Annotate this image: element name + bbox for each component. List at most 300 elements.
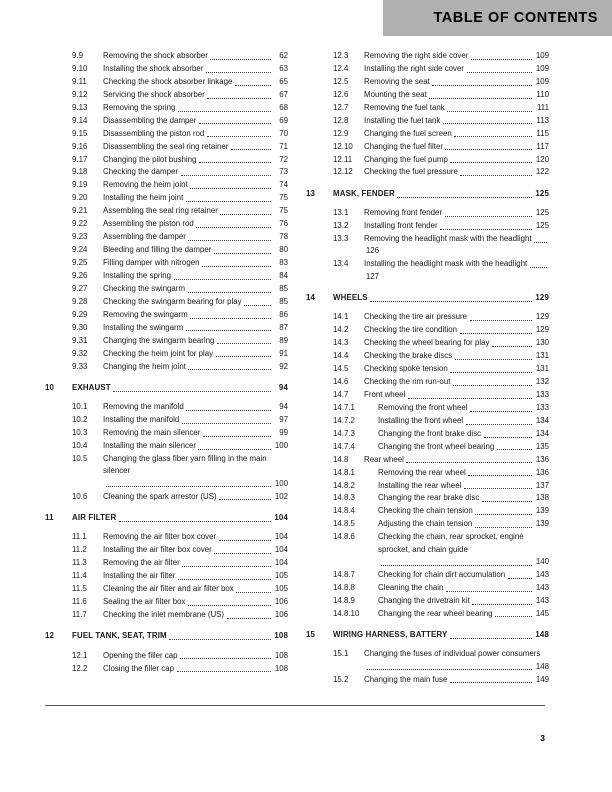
toc-entry[interactable] — [45, 63, 288, 75]
entry-title: Installing the swingarm — [103, 322, 184, 332]
entry-title: Front wheel — [364, 389, 406, 399]
entry-body — [103, 50, 288, 62]
toc-entry[interactable] — [306, 595, 549, 607]
entry-number: 11.2 — [72, 545, 87, 555]
entry-body — [364, 128, 549, 140]
entry-body — [103, 128, 288, 140]
entry-body — [103, 440, 288, 452]
entry-title: Mounting the seat — [364, 89, 427, 99]
entry-body — [378, 480, 549, 492]
toc-entry[interactable] — [306, 220, 549, 232]
toc-entry[interactable] — [306, 76, 549, 88]
toc-entry[interactable] — [306, 350, 549, 362]
entry-number: 15.2 — [333, 674, 349, 684]
entry-page-number: 148 — [535, 630, 549, 640]
entry-page-number: 75 — [279, 206, 288, 216]
entry-page-number: 85 — [279, 296, 288, 306]
toc-entry[interactable] — [45, 335, 288, 347]
toc-entry[interactable] — [45, 596, 288, 608]
toc-entry[interactable] — [306, 102, 549, 114]
entry-title: WIRING HARNESS, BATTERY — [333, 630, 448, 640]
entry-title: Installing the manifold — [103, 415, 180, 425]
toc-entry[interactable] — [306, 428, 549, 440]
entry-number: 9.19 — [72, 180, 88, 190]
toc-entry[interactable] — [45, 270, 288, 282]
entry-title: Changing the fuel screen — [364, 128, 452, 138]
toc-entry[interactable] — [306, 50, 549, 62]
entry-number: 9.25 — [72, 258, 88, 267]
entry-page-number: 80 — [279, 245, 288, 255]
entry-page-number: 143 — [535, 569, 549, 579]
dot-leader — [236, 592, 270, 593]
entry-page-number: 136 — [535, 467, 549, 477]
toc-chapter-entry[interactable] — [306, 188, 549, 200]
toc-entry[interactable] — [45, 570, 288, 582]
dot-leader — [455, 359, 532, 360]
entry-body — [103, 309, 288, 321]
entry-title: Opening the filler cap — [103, 650, 178, 660]
entry-number: 14.8.6 — [333, 532, 355, 542]
entry-body — [103, 257, 288, 269]
entry-number: 10.4 — [72, 441, 88, 450]
entry-title: Checking the chain, rear sprocket, engine sprocket, and chain guide — [378, 532, 524, 554]
entry-number: 14.8.9 — [333, 595, 355, 605]
toc-entry[interactable] — [306, 648, 549, 673]
entry-page-number: 74 — [279, 180, 288, 190]
entry-body — [364, 166, 549, 178]
entry-page-number: 115 — [536, 128, 549, 138]
entry-page-number: 94 — [279, 402, 288, 412]
entry-body — [378, 595, 549, 607]
toc-entry[interactable] — [306, 531, 549, 568]
entry-title: Checking the swingarm bearing for play — [103, 296, 242, 306]
toc-entry[interactable] — [306, 141, 549, 153]
dot-leader — [397, 197, 531, 198]
entry-number: 9.20 — [72, 193, 88, 203]
dot-leader — [217, 343, 271, 344]
toc-entry[interactable] — [306, 518, 549, 530]
entry-title: Checking the rim run-out — [364, 377, 451, 386]
entry-page-number: 76 — [279, 219, 288, 229]
dot-leader — [178, 579, 271, 580]
entry-page-number: 83 — [279, 258, 288, 267]
entry-title: Removing the headlight mask with the headlight — [364, 234, 532, 243]
toc-entry[interactable] — [45, 231, 288, 243]
entry-number: 9.17 — [72, 154, 88, 164]
entry-title: Changing the front wheel bearing — [378, 441, 495, 451]
toc-entry[interactable] — [306, 402, 549, 414]
entry-number: 14.8.1 — [333, 467, 355, 477]
entry-body — [103, 63, 288, 75]
entry-title: Installing the spring — [103, 270, 171, 280]
dot-leader — [460, 175, 531, 176]
entry-body — [103, 296, 288, 308]
entry-page-number: 132 — [535, 377, 549, 386]
dot-leader — [445, 216, 532, 217]
toc-entry[interactable] — [45, 192, 288, 204]
toc-entry[interactable] — [306, 467, 549, 479]
entry-number: 12.4 — [333, 63, 349, 73]
entry-page-number: 73 — [279, 167, 288, 177]
dot-leader — [188, 605, 271, 606]
entry-page-number: 117 — [536, 141, 549, 151]
entry-title: Removing front fender — [364, 208, 443, 218]
toc-entry[interactable] — [45, 50, 288, 62]
dot-leader — [450, 682, 532, 683]
dot-leader — [470, 320, 532, 321]
toc-entry[interactable] — [45, 102, 288, 114]
entry-title: Installing the headlight mask with the headlight — [364, 259, 528, 269]
dot-leader — [367, 669, 532, 670]
entry-body — [364, 233, 549, 258]
entry-page-number: 85 — [279, 283, 288, 293]
toc-entry[interactable] — [306, 311, 549, 323]
toc-entry[interactable] — [45, 115, 288, 127]
entry-body — [364, 207, 549, 219]
toc-entry[interactable] — [306, 166, 549, 178]
dot-leader — [508, 578, 532, 579]
dot-leader — [198, 449, 270, 450]
toc-entry[interactable] — [306, 674, 549, 686]
entry-number: 12.12 — [333, 167, 353, 177]
entry-title: Disassembling the damper — [103, 115, 197, 125]
entry-number: 9.14 — [72, 115, 88, 125]
dot-leader — [190, 318, 270, 319]
entry-body — [364, 220, 549, 232]
toc-entry[interactable] — [45, 309, 288, 321]
entry-number: 9.21 — [72, 206, 88, 216]
toc-entry[interactable] — [45, 427, 288, 439]
entry-number: 14.7.4 — [333, 441, 355, 451]
dot-leader — [440, 229, 531, 230]
dot-leader — [450, 162, 531, 163]
entry-page-number: 99 — [279, 428, 288, 438]
entry-number: 12.11 — [333, 154, 353, 164]
page-number: 3 — [540, 733, 545, 743]
toc-entry[interactable] — [45, 166, 288, 178]
entry-body — [378, 428, 549, 440]
dot-leader — [214, 553, 270, 554]
toc-entry[interactable] — [306, 324, 549, 336]
toc-entry[interactable] — [45, 609, 288, 621]
entry-page-number: 138 — [535, 493, 549, 503]
entry-body — [364, 154, 549, 166]
toc-entry[interactable] — [306, 128, 549, 140]
dot-leader — [119, 521, 271, 522]
entry-number: 14.7.2 — [333, 415, 355, 425]
entry-number: 14.2 — [333, 325, 349, 335]
entry-number: 10.6 — [72, 491, 88, 501]
entry-body — [333, 629, 549, 641]
entry-number: 9.13 — [72, 102, 88, 112]
entry-number: 11.6 — [72, 596, 87, 606]
entry-page-number: 136 — [535, 454, 549, 464]
entry-title: Removing the fuel tank — [364, 102, 445, 112]
toc-entry[interactable] — [306, 569, 549, 581]
entry-title: Changing the heim joint — [103, 361, 186, 371]
dot-leader — [199, 123, 271, 124]
toc-entry[interactable] — [45, 283, 288, 295]
entry-number: 14.3 — [333, 338, 349, 348]
entry-number: 9.30 — [72, 322, 88, 332]
entry-number: 12.7 — [333, 102, 349, 112]
entry-title: Changing the glass fiber yarn filling in the main silencer — [103, 453, 267, 476]
entry-body — [103, 663, 288, 675]
entry-page-number: 106 — [274, 609, 288, 619]
toc-entry[interactable] — [306, 415, 549, 427]
entry-page-number: 135 — [535, 441, 549, 451]
entry-page-number: 143 — [535, 595, 549, 605]
entry-page-number: 120 — [535, 154, 549, 164]
entry-number: 11 — [45, 512, 54, 522]
entry-body — [364, 337, 549, 349]
toc-content — [45, 50, 567, 687]
entry-body — [364, 350, 549, 362]
entry-page-number: 65 — [279, 76, 288, 86]
toc-entry[interactable] — [45, 491, 288, 503]
entry-page-number: 131 — [535, 351, 549, 361]
entry-body — [364, 258, 549, 283]
entry-body — [103, 218, 288, 230]
toc-entry[interactable] — [45, 583, 288, 595]
toc-entry[interactable] — [306, 480, 549, 492]
entry-page-number: 134 — [535, 428, 549, 438]
entry-number: 13.2 — [333, 221, 349, 231]
entry-body — [103, 427, 288, 439]
entry-number: 15 — [306, 630, 316, 640]
toc-entry[interactable] — [45, 179, 288, 191]
toc-entry[interactable] — [306, 115, 549, 127]
dot-leader — [188, 369, 270, 370]
entry-body — [378, 505, 549, 517]
entry-body — [72, 630, 288, 642]
entry-body — [364, 76, 549, 88]
entry-number: 14 — [306, 292, 316, 302]
toc-entry[interactable] — [45, 453, 288, 490]
entry-page-number: 110 — [536, 89, 549, 99]
dot-leader — [199, 162, 271, 163]
dot-leader — [188, 292, 271, 293]
dot-leader — [534, 242, 546, 243]
entry-title: Checking for chain dirt accumulation — [378, 569, 506, 579]
dot-leader — [470, 411, 532, 412]
entry-number: 9.31 — [72, 335, 88, 345]
entry-body — [364, 102, 549, 114]
entry-body — [103, 76, 288, 88]
entry-title: Changing the drivetrain kit — [378, 595, 470, 605]
entry-page-number: 148 — [535, 661, 549, 671]
toc-entry[interactable] — [45, 218, 288, 230]
toc-entry[interactable] — [45, 128, 288, 140]
toc-chapter-entry[interactable] — [45, 512, 288, 524]
toc-entry[interactable] — [306, 441, 549, 453]
dot-leader — [446, 591, 532, 592]
entry-title: Removing the front wheel — [378, 402, 468, 412]
entry-number: 10.2 — [72, 415, 88, 425]
entry-page-number: 87 — [279, 322, 288, 332]
toc-entry[interactable] — [45, 663, 288, 675]
entry-number: 13.3 — [333, 234, 349, 243]
dot-leader — [227, 618, 271, 619]
toc-entry[interactable] — [306, 582, 549, 594]
entry-number: 9.28 — [72, 296, 88, 306]
entry-body — [364, 454, 549, 466]
toc-entry[interactable] — [306, 389, 549, 401]
entry-body — [364, 89, 549, 101]
dot-leader — [202, 266, 271, 267]
entry-title: Changing the rear brake disc — [378, 493, 480, 503]
entry-title: Installing the front wheel — [378, 415, 464, 425]
toc-entry[interactable] — [45, 257, 288, 269]
toc-entry[interactable] — [45, 557, 288, 569]
entry-page-number: 75 — [279, 193, 288, 203]
entry-number: 14.4 — [333, 351, 349, 361]
entry-title: Removing the air filter — [103, 558, 180, 568]
dot-leader — [188, 240, 270, 241]
toc-entry[interactable] — [45, 401, 288, 413]
toc-entry[interactable] — [45, 244, 288, 256]
entry-body — [103, 166, 288, 178]
entry-page-number: 105 — [274, 571, 288, 581]
entry-number: 13.4 — [333, 259, 349, 269]
entry-page-number: 137 — [535, 480, 549, 490]
toc-chapter-entry[interactable] — [306, 292, 549, 304]
entry-number: 14.8.8 — [333, 582, 355, 592]
toc-entry[interactable] — [306, 337, 549, 349]
toc-chapter-entry[interactable] — [45, 382, 288, 394]
dot-leader — [113, 391, 270, 392]
entry-body — [103, 348, 288, 360]
entry-number: 9.23 — [72, 232, 88, 242]
entry-page-number: 129 — [535, 325, 549, 335]
dot-leader — [210, 59, 270, 60]
entry-title: Changing the swingarm bearing — [103, 335, 215, 345]
entry-page-number: 145 — [535, 608, 549, 618]
entry-body — [364, 363, 549, 375]
entry-title: Changing the pilot bushing — [103, 154, 197, 164]
entry-title: Removing the manifold — [103, 402, 184, 412]
dot-leader — [220, 214, 270, 215]
toc-entry[interactable] — [45, 531, 288, 543]
entry-title: MASK, FENDER — [333, 188, 395, 198]
entry-number: 9.11 — [72, 76, 87, 86]
toc-chapter-entry[interactable] — [45, 630, 288, 642]
entry-title: Disassembling the seal ring retainer — [103, 141, 229, 151]
toc-entry[interactable] — [45, 650, 288, 662]
toc-entry[interactable] — [306, 63, 549, 75]
entry-title: Changing the fuses of individual power consumers — [364, 649, 541, 659]
entry-title: Checking the tire condition — [364, 325, 457, 335]
entry-title: Checking the shock absorber linkage — [103, 76, 233, 86]
dot-leader — [381, 565, 532, 566]
entry-number: 10.3 — [72, 428, 88, 438]
toc-entry[interactable] — [306, 492, 549, 504]
entry-page-number: 62 — [279, 51, 288, 60]
entry-page-number: 68 — [279, 102, 288, 112]
entry-number: 11.7 — [72, 609, 87, 619]
toc-entry[interactable] — [306, 233, 549, 258]
entry-number: 12 — [45, 631, 55, 641]
dot-leader — [460, 333, 532, 334]
dot-leader — [453, 385, 532, 386]
toc-entry[interactable] — [45, 544, 288, 556]
toc-entry[interactable] — [306, 258, 549, 283]
toc-entry[interactable] — [45, 348, 288, 360]
entry-body — [103, 270, 288, 282]
entry-title: Changing the front brake disc — [378, 428, 482, 438]
toc-entry[interactable] — [306, 608, 549, 620]
dot-leader — [214, 253, 271, 254]
dot-leader — [464, 488, 532, 489]
entry-title: Cleaning the chain — [378, 582, 444, 592]
toc-entry[interactable] — [45, 322, 288, 334]
toc-entry[interactable] — [306, 454, 549, 466]
entry-page-number: 84 — [279, 270, 288, 280]
toc-entry[interactable] — [306, 154, 549, 166]
entry-title: Adjusting the chain tension — [378, 519, 473, 529]
entry-body — [364, 50, 549, 62]
toc-entry[interactable] — [45, 414, 288, 426]
toc-entry[interactable] — [45, 296, 288, 308]
toc-entry[interactable] — [306, 207, 549, 219]
entry-title: FUEL TANK, SEAT, TRIM — [72, 631, 167, 641]
dot-leader — [206, 72, 271, 73]
toc-entry[interactable] — [45, 440, 288, 452]
toc-entry[interactable] — [306, 363, 549, 375]
entry-body — [378, 467, 549, 479]
toc-entry[interactable] — [45, 361, 288, 373]
entry-page-number: 133 — [535, 389, 549, 399]
toc-entry[interactable] — [45, 141, 288, 153]
toc-entry[interactable] — [45, 154, 288, 166]
entry-number: 11.4 — [72, 571, 87, 581]
entry-title: Checking the damper — [103, 167, 179, 177]
dot-leader — [169, 639, 270, 640]
entry-title: EXHAUST — [72, 382, 111, 392]
entry-number: 11.5 — [72, 584, 87, 593]
dot-leader — [244, 305, 270, 306]
entry-page-number: 72 — [279, 154, 288, 164]
entry-title: Checking the brake discs — [364, 351, 453, 361]
entry-title: Servicing the shock absorber — [103, 89, 205, 99]
dot-leader — [497, 449, 532, 450]
entry-body — [103, 179, 288, 191]
toc-entry[interactable] — [306, 376, 549, 388]
toc-entry[interactable] — [45, 89, 288, 101]
entry-body — [103, 361, 288, 373]
toc-entry[interactable] — [45, 205, 288, 217]
dot-leader — [467, 72, 532, 73]
entry-body — [103, 650, 288, 662]
entry-title: Changing the rear wheel bearing — [378, 608, 493, 618]
entry-page-number: 104 — [274, 512, 288, 522]
entry-number: 14.8.4 — [333, 506, 355, 516]
entry-page-number: 104 — [274, 532, 288, 542]
entry-page-number: 130 — [535, 338, 549, 348]
entry-body — [333, 188, 549, 200]
toc-entry[interactable] — [45, 76, 288, 88]
toc-entry[interactable] — [306, 505, 549, 517]
toc-entry[interactable] — [306, 89, 549, 101]
toc-chapter-entry[interactable] — [306, 629, 549, 641]
entry-title: Bleeding and filling the damper — [103, 245, 212, 255]
entry-title: Installing the main silencer — [103, 441, 196, 450]
dot-leader — [482, 501, 532, 502]
entry-body — [103, 609, 288, 621]
page-title: TABLE OF CONTENTS — [433, 10, 598, 26]
entry-body — [103, 557, 288, 569]
entry-page-number: 86 — [279, 309, 288, 319]
